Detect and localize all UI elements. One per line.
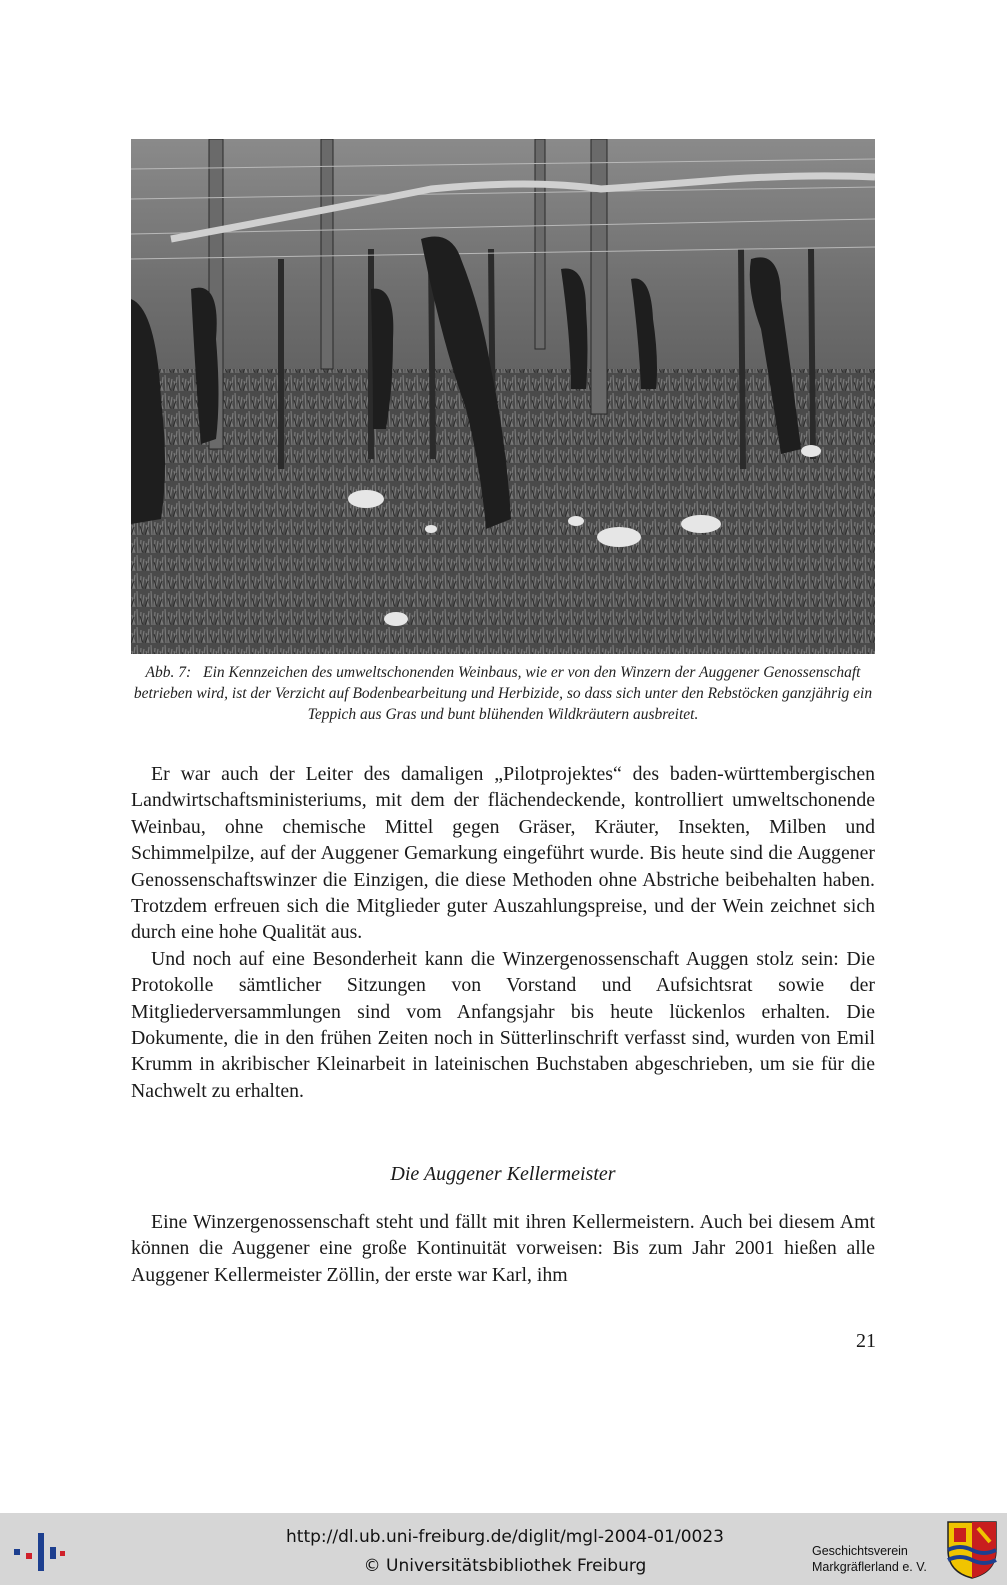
figure-caption-text: Ein Kennzeichen des umweltschonenden Weinbaus, wie er von den Winzern der Auggener Genossenschaft betrieben wird, ist der Verzicht auf Bodenbearbeitung und Herbizide, so dass sich unter den Rebstöcken ganzjährig ein Teppich aus Gras und bunt blühenden Wildkräutern ausbreitet.: [133, 664, 873, 723]
coat-of-arms-icon: [946, 1520, 998, 1580]
paragraph: Und noch auf eine Besonderheit kann die Winzergenossenschaft Auggen stolz sein: Die Protokolle sämtlicher Sitzungen von Vorstand und Aufsichtsrat sowie der Mitgliederversammlungen sind vom Anfangsjahr bis heute lückenlos erhalten. Die Dokumente, die in den frühen Zeiten noch in Sütterlinschrift verfasst sind, wurden von Emil Krumm in akribischer Kleinarbeit in lateinischen Buchstaben abgeschrieben, um sie für die Nachwelt zu erhalten.: [131, 947, 875, 1102]
paragraph: Eine Winzergenossenschaft steht und fällt mit ihren Kellermeistern. Auch bei diesem Amt können die Auggener eine große Kontinuität vorweisen: Bis zum Jahr 2001 hießen alle Auggener Kellermeister Zöllin, der erste war Karl, ihm: [131, 1211, 875, 1286]
source-url-link[interactable]: http://dl.ub.uni-freiburg.de/diglit/mgl-2004-01/0023: [286, 1527, 724, 1547]
section-heading: Die Auggener Kellermeister: [390, 1163, 616, 1185]
body-text-block-1: [131, 761, 875, 1104]
copyright-text: © Universitätsbibliothek Freiburg: [363, 1556, 647, 1576]
vineyard-photo-image: [131, 139, 875, 654]
page-number: 21: [856, 1330, 876, 1352]
figure-label: Abb. 7:: [145, 664, 192, 681]
vineyard-photo: [131, 139, 875, 654]
paragraph: Er war auch der Leiter des damaligen „Pilotprojektes“ des baden-württembergischen Landwirtschaftsministeriums, mit dem der flächendeckende, kontrolliert umweltschonende Weinbau, ohne chemische Mittel gegen Gräser, Kräuter, Insekten, Milben und Schimmelpilze, auf der Auggener Gemarkung eingeführt wurde. Bis heute sind die Auggener Genossenschaftswinzer die Einzigen, die diese Methoden ohne Abstriche beibehalten haben. Trotzdem erfreuen sich die Mitglieder guter Auszahlungspreise, und der Wein zeichnet sich durch eine hohe Qualität aus.: [131, 763, 875, 944]
university-library-logo-icon: [12, 1529, 66, 1573]
society-name: [812, 1543, 942, 1575]
society-name-line-1: Geschichtsverein: [812, 1544, 908, 1558]
footer-bar: [0, 1513, 1007, 1585]
body-text-block-2: [131, 1209, 875, 1288]
figure-caption: [131, 662, 875, 725]
society-name-line-2: Markgräflerland e. V.: [812, 1560, 927, 1574]
